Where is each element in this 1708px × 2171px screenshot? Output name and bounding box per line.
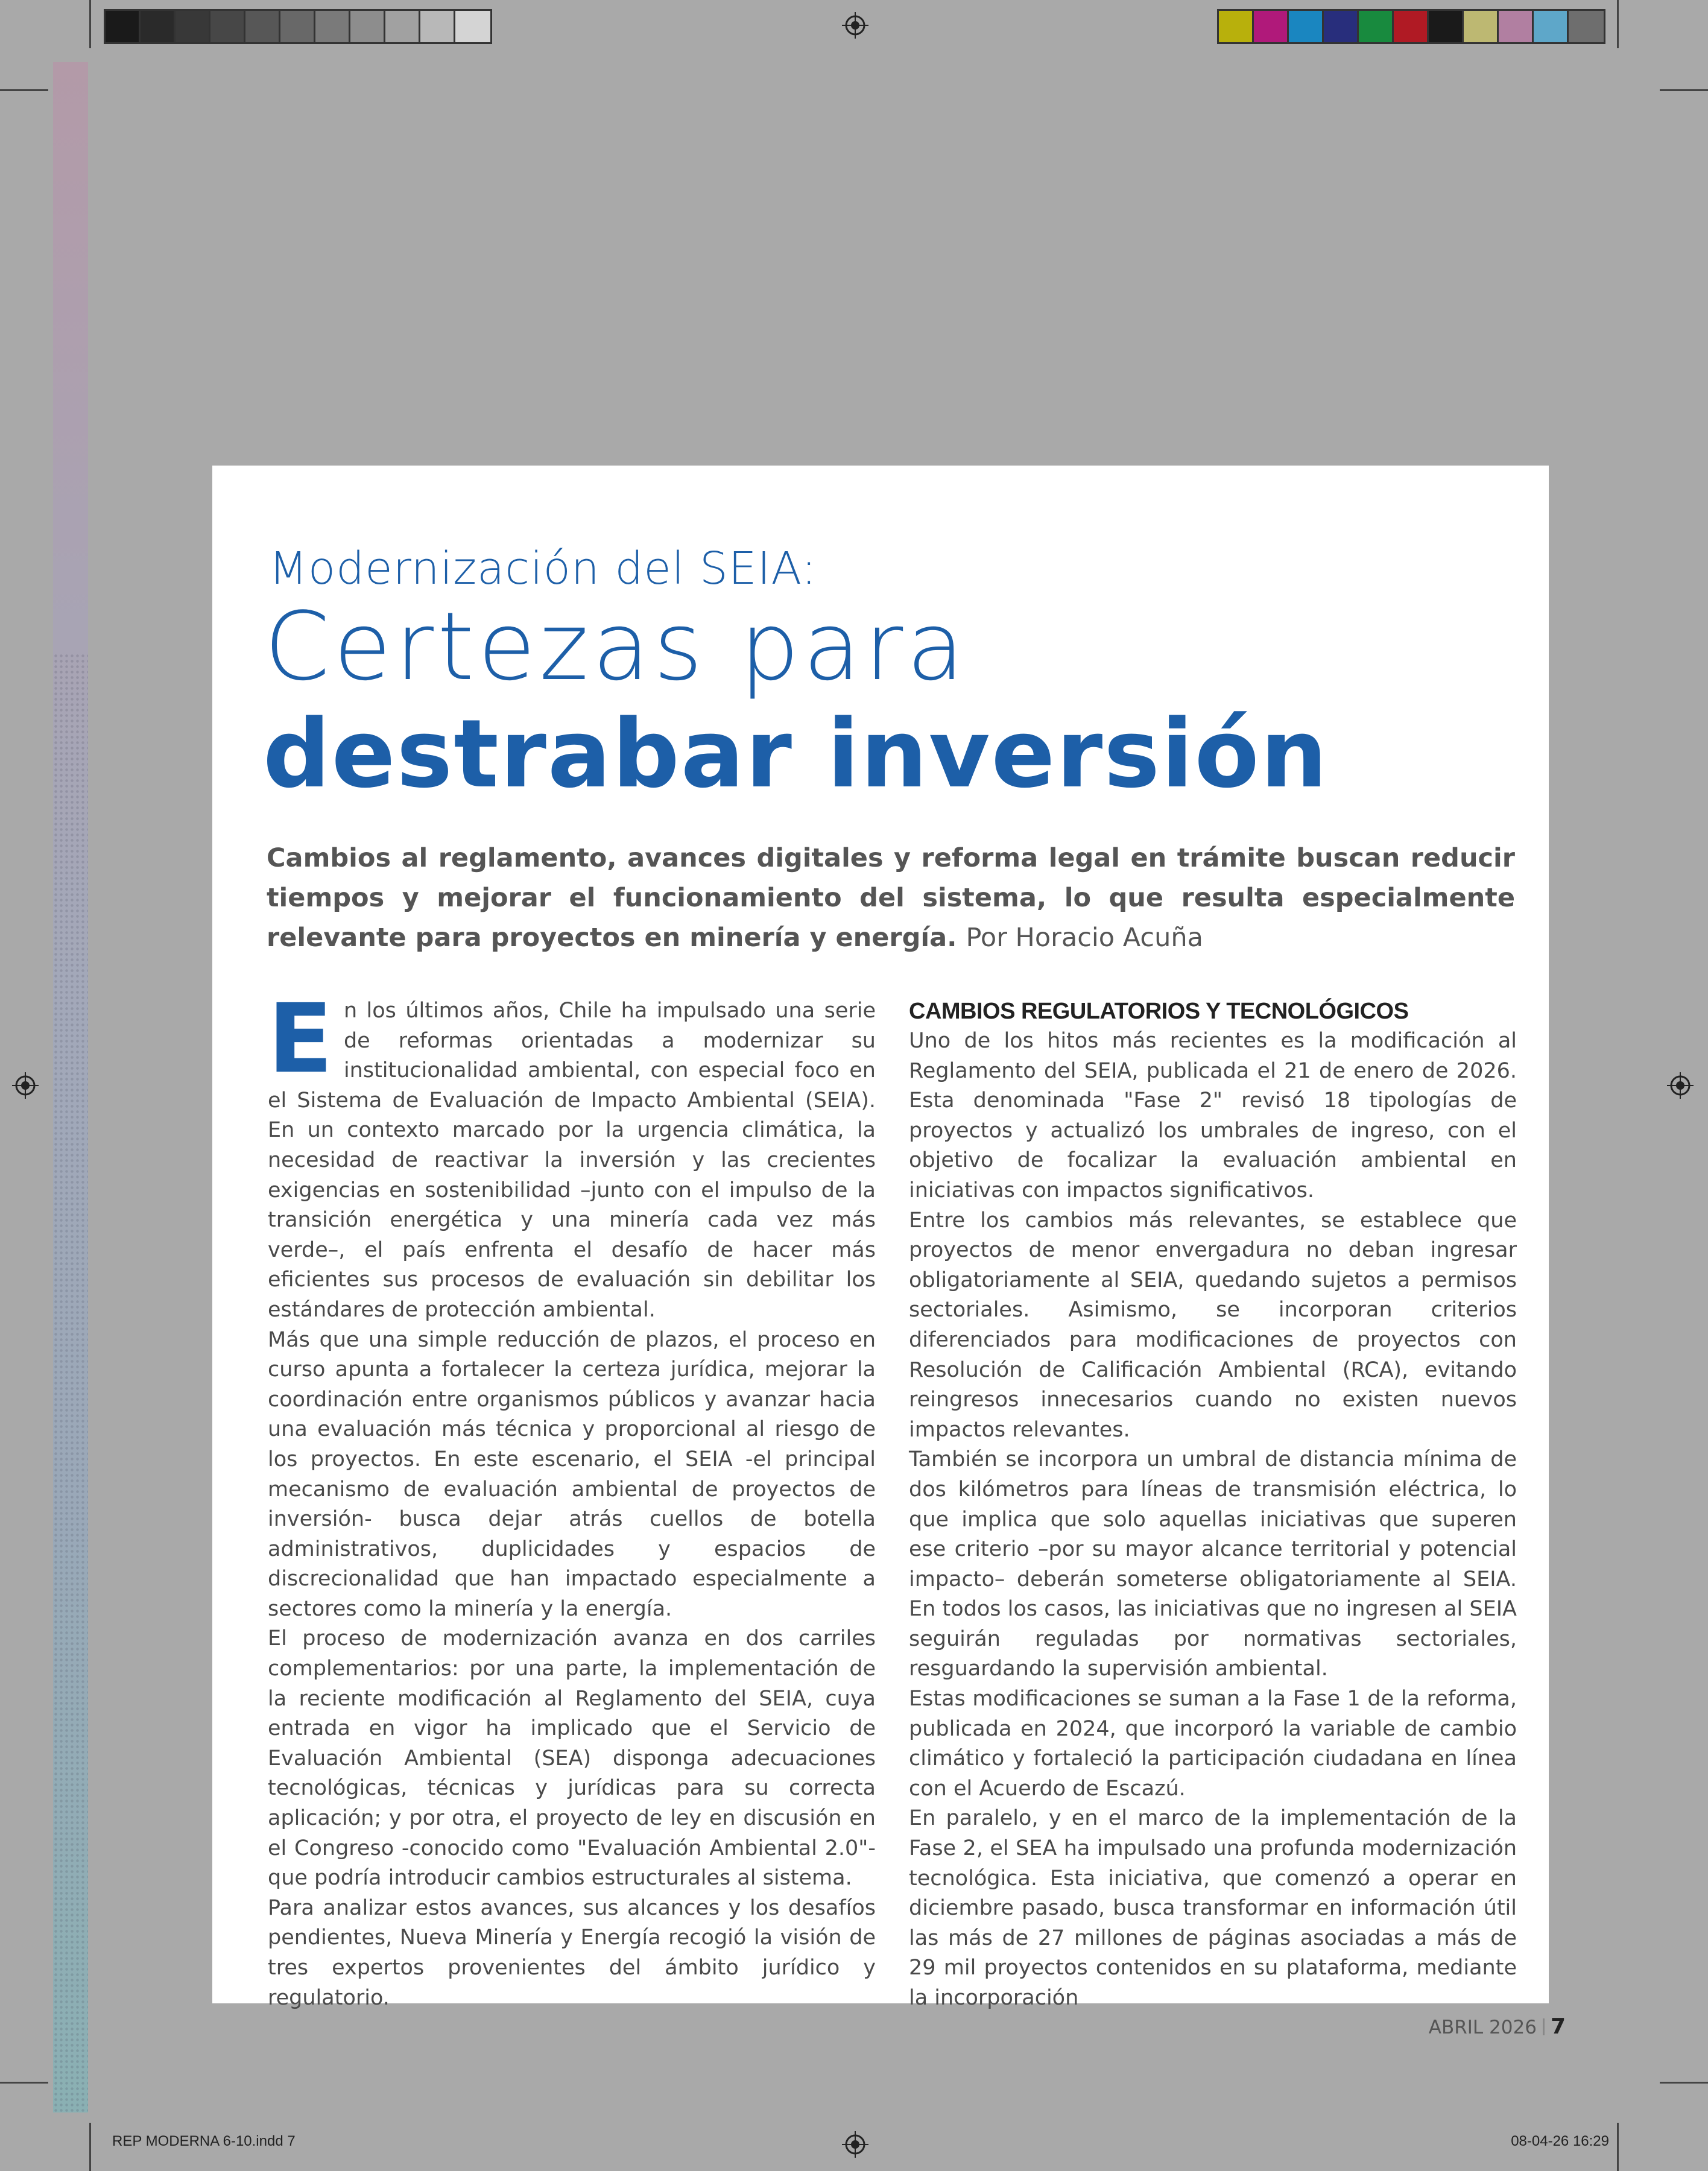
crop-mark <box>0 89 48 91</box>
article-lede <box>267 838 1515 958</box>
calibration-swatch <box>1254 11 1289 42</box>
crop-mark <box>89 2123 91 2171</box>
calibration-swatch <box>141 11 176 42</box>
calibration-swatch <box>245 11 280 42</box>
crop-mark <box>1660 2082 1708 2084</box>
bleed-color-bar <box>53 62 88 2113</box>
body-paragraph: En los últimos años, Chile ha impulsado una serie de reformas orientadas a modernizar su institucionalidad ambiental, con especial foco en el Sistema de Evaluación de Impacto Ambiental (SEIA). En un contexto marcado por la urgencia climática, la necesidad de reactivar la inversión y las crecientes exigencias en sostenibilidad –junto con el impulso de la transición energética y una minería cada vez más verde–, el país enfrenta el desafío de hacer más eficientes sus procesos de evaluación sin debilitar los estándares de protección ambiental. <box>268 984 876 1322</box>
crop-mark <box>1660 89 1708 91</box>
article-kicker: Modernización del SEIA: <box>269 543 817 595</box>
calibration-swatch <box>315 11 350 42</box>
body-paragraph: Para analizar estos avances, sus alcances y los desafíos pendientes, Nueva Minería y Energía recogió la visión de tres expertos provenientes del ámbito jurídico y regulatorio. <box>268 1895 876 2010</box>
registration-mark-icon <box>1667 1072 1694 1099</box>
article-column-right <box>909 996 1517 2014</box>
calibration-swatch <box>1324 11 1359 42</box>
folio-separator <box>1543 2018 1545 2035</box>
body-paragraph: El proceso de modernización avanza en dos carriles complementarios: por una parte, la implementación de la reciente modificación al Reglamento del SEIA, cuya entrada en vigor ha implicado que el Servicio de Evaluación Ambiental (SEA) disponga adecuaciones tecnológicas, técnicas y jurídicas para su correcta aplicación; y por otra, el proyecto de ley en discusión en el Congreso -conocido como "Evaluación Ambiental 2.0"- que podría introducir cambios estructurales al sistema. <box>268 1626 876 1891</box>
calibration-swatch <box>1219 11 1254 42</box>
slug-file-info: REP MODERNA 6-10.indd 7 <box>112 2133 296 2149</box>
drop-cap: E <box>268 984 333 1095</box>
calibration-swatch <box>1289 11 1324 42</box>
body-paragraph: Más que una simple reducción de plazos, el proceso en curso apunta a fortalecer la certeza jurídica, mejorar la coordinación entre organismos públicos y avanzar hacia una evaluación más técnica y proporcional al riesgo de los proyectos. En este escenario, el SEIA -el principal mecanismo de evaluación ambiental de proyectos de inversión- busca dejar atrás cuellos de botella administrativos, duplicidades y espacios de discrecionalidad que han impactado especialmente a sectores como la minería y la energía. <box>268 1327 876 1621</box>
slug-date-info: 08-04-26 16:29 <box>1511 2133 1609 2149</box>
lede-text: Cambios al reglamento, avances digitales y reforma legal en trámite buscan reducir tiempos y mejorar el funcionamiento del sistema, lo que resulta especialmente relevante para proyectos en minería y energía. <box>267 843 1515 953</box>
body-paragraph: También se incorpora un umbral de distancia mínima de dos kilómetros para líneas de transmisión eléctrica, lo que implica que solo aquellas iniciativas que superen ese criterio –por su mayor alcance territorial y potencial impacto– deberán someterse obligatoriamente al SEIA. En todos los casos, las iniciativas que no ingresen al SEIA seguirán reguladas por normativas sectoriales, resguardando la supervisión ambiental. <box>909 1447 1517 1681</box>
body-paragraph: Entre los cambios más relevantes, se establece que proyectos de menor envergadura no deban ingresar obligatoriamente al SEIA, quedando sujetos a permisos sectoriales. Asimismo, se incorporan criterios diferenciados para modificaciones de proyectos con Resolución de Calificación Ambiental (RCA), evitando reingresos innecesarios cuando no existen nuevos impactos relevantes. <box>909 1208 1517 1442</box>
calibration-swatch <box>1534 11 1569 42</box>
section-heading: CAMBIOS REGULATORIOS Y TECNOLÓGICOS <box>909 999 1409 1024</box>
page-number: 7 <box>1550 2014 1566 2039</box>
calibration-swatch <box>1569 11 1604 42</box>
calibration-swatch <box>1359 11 1394 42</box>
calibration-swatch <box>280 11 315 42</box>
crop-mark <box>1617 2123 1619 2171</box>
crop-mark <box>89 0 91 48</box>
gray-calibration-strip <box>104 9 492 44</box>
article-page <box>212 466 1549 2010</box>
calibration-swatch <box>385 11 420 42</box>
body-paragraph: Estas modificaciones se suman a la Fase 1 de la reforma, publicada en 2024, que incorporó la variable de cambio climático y fortaleció la participación ciudadana en línea con el Acuerdo de Escazú. <box>909 1687 1517 1801</box>
crop-mark <box>0 2082 48 2084</box>
article-title-line-1: Certezas para <box>264 592 968 701</box>
page-folio <box>1429 2014 1566 2039</box>
calibration-swatch <box>1464 11 1499 42</box>
registration-mark-icon <box>842 2131 868 2158</box>
calibration-swatch <box>176 11 210 42</box>
issue-date: ABRIL 2026 <box>1428 2017 1537 2038</box>
calibration-swatch <box>106 11 141 42</box>
article-title-line-2: destrabar inversión <box>263 699 1329 809</box>
article-column-left <box>268 984 876 2013</box>
body-paragraph: Uno de los hitos más recientes es la modificación al Reglamento del SEIA, publicada el 21 de enero de 2026. Esta denominada "Fase 2" revisó 18 tipologías de proyectos y actualizó los umbrales de ingreso, con el objetivo de focalizar la evaluación ambiental en iniciativas con impactos significativos. <box>909 1029 1517 1202</box>
calibration-swatch <box>420 11 455 42</box>
color-calibration-strip <box>1217 9 1605 44</box>
calibration-swatch <box>1394 11 1429 42</box>
calibration-swatch <box>455 11 490 42</box>
body-paragraph: En paralelo, y en el marco de la implementación de la Fase 2, el SEA ha impulsado una profunda modernización tecnológica. Esta iniciativa, que comenzó a operar en diciembre pasado, busca transformar en información útil las más de 27 millones de páginas asociadas a más de 29 mil proyectos contenidos en su plataforma, mediante la incorporación <box>909 1806 1517 2010</box>
calibration-swatch <box>1499 11 1534 42</box>
calibration-swatch <box>1429 11 1464 42</box>
calibration-swatch <box>350 11 385 42</box>
calibration-swatch <box>210 11 245 42</box>
crop-mark <box>1617 0 1619 48</box>
bleed-halftone-pattern <box>53 653 88 2113</box>
byline: Por Horacio Acuña <box>966 923 1203 953</box>
registration-mark-icon <box>12 1072 39 1099</box>
registration-mark-icon <box>842 12 868 39</box>
